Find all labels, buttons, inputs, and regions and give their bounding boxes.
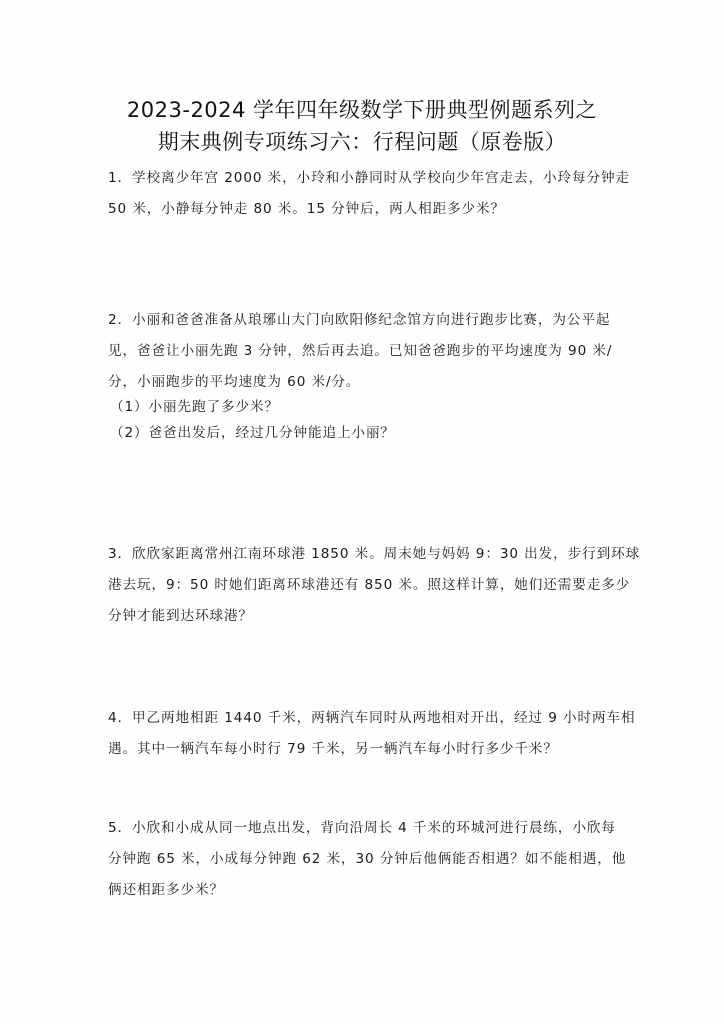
question-text-line: 分钟跑 65 米，小成每分钟跑 62 米，30 分钟后他俩能否相遇？如不能相遇，他 bbox=[108, 851, 627, 867]
question-text-line: 4．甲乙两地相距 1440 千米，两辆汽车同时从两地相对开出，经过 9 小时两车相 bbox=[108, 710, 636, 726]
question-text-line: 港去玩，9：50 时她们距离环球港还有 850 米。照这样计算，她们还需要走多少 bbox=[108, 577, 631, 593]
question-text-line: 遇。其中一辆汽车每小时行 79 千米，另一辆汽车每小时行多少千米？ bbox=[108, 741, 558, 757]
question-text-line: 3．欣欣家距离常州江南环球港 1850 米。周末她与妈妈 9：30 出发，步行到环球 bbox=[108, 546, 641, 562]
question-text-line: 分钟才能到达环球港？ bbox=[108, 608, 253, 624]
sub-question-2: （2）爸爸出发后，经过几分钟能追上小丽？ bbox=[110, 425, 395, 441]
sub-question-1: （1）小丽先跑了多少米？ bbox=[110, 399, 279, 415]
question-text-line: 见，爸爸让小丽先跑 3 分钟，然后再去追。已知爸爸跑步的平均速度为 90 米/ bbox=[108, 343, 613, 359]
question-text-line: 俩还相距多少米？ bbox=[108, 882, 224, 898]
question-text-line: 1．学校离少年宫 2000 米，小玲和小静同时从学校向少年宫走去，小玲每分钟走 bbox=[108, 170, 630, 186]
question-text-line: 分，小丽跑步的平均速度为 60 米/分。 bbox=[108, 374, 361, 390]
document-title-line-2: 期末典例专项练习六：行程问题（原卷版） bbox=[157, 130, 567, 154]
question-text-line: 5．小欣和小成从同一地点出发，背向沿周长 4 千米的环城河进行晨练，小欣每 bbox=[108, 820, 616, 836]
question-text-line: 2．小丽和爸爸准备从琅琊山大门向欧阳修纪念馆方向进行跑步比赛，为公平起 bbox=[108, 312, 611, 328]
question-text-line: 50 米，小静每分钟走 80 米。15 分钟后，两人相距多少米？ bbox=[108, 201, 506, 217]
document-title-line-1: 2023-2024 学年四年级数学下册典型例题系列之 bbox=[126, 98, 598, 122]
